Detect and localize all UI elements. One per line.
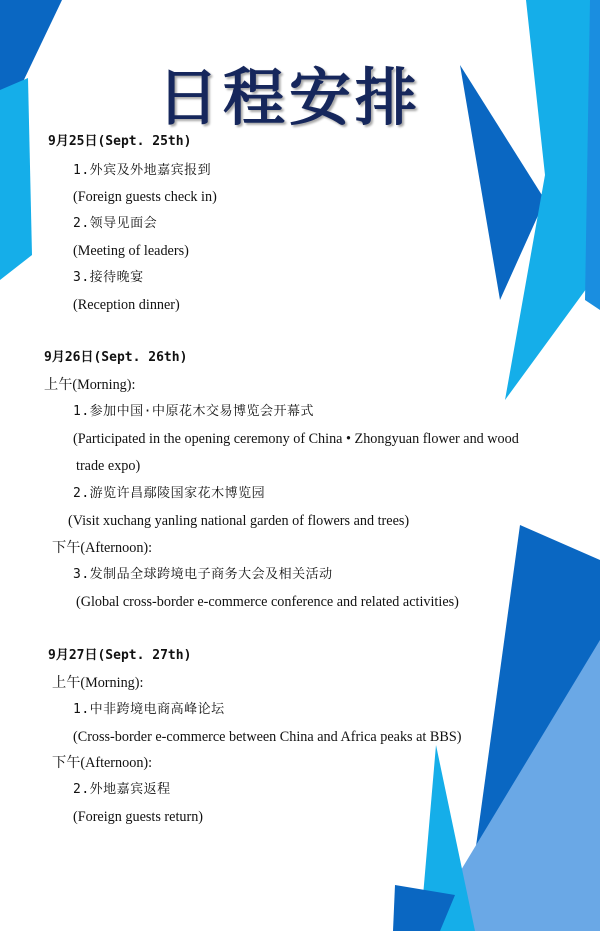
day2-item3-en: (Global cross-border e-commerce conference and related activities) — [76, 594, 459, 610]
day2-morning-label: 上午(Morning): — [44, 377, 136, 393]
day2-item1-cn: 1.参加中国·中原花木交易博览会开幕式 — [73, 404, 314, 419]
day2-item1-en-line2: trade expo) — [76, 458, 141, 474]
day2-item2-cn: 2.游览许昌鄢陵国家花木博览园 — [73, 486, 266, 501]
day1-date: 9月25日(Sept. 25th) — [48, 134, 192, 149]
day1-item2-cn: 2.领导见面会 — [73, 216, 158, 231]
day3-morning-label: 上午(Morning): — [52, 675, 144, 691]
day1-item3-en: (Reception dinner) — [73, 297, 180, 313]
day2-item1-en-line1: (Participated in the opening ceremony of China • Zhongyuan flower and wood — [73, 431, 519, 447]
day1-item1-en: (Foreign guests check in) — [73, 189, 217, 205]
day3-afternoon-label: 下午(Afternoon): — [52, 755, 153, 771]
day2-item3-cn: 3.发制品全球跨境电子商务大会及相关活动 — [73, 567, 333, 582]
day1-item1-cn: 1.外宾及外地嘉宾报到 — [73, 163, 212, 178]
page-title: 日程安排 — [156, 61, 421, 134]
day3-item2-en: (Foreign guests return) — [73, 809, 204, 825]
day2-date: 9月26日(Sept. 26th) — [44, 350, 188, 365]
day3-date: 9月27日(Sept. 27th) — [48, 648, 192, 663]
day3-item2-cn: 2.外地嘉宾返程 — [73, 782, 171, 797]
day1-item2-en: (Meeting of leaders) — [73, 243, 189, 259]
day3-item1-en: (Cross-border e-commerce between China and Africa peaks at BBS) — [73, 729, 462, 745]
day2-afternoon-label: 下午(Afternoon): — [52, 540, 153, 556]
day2-item2-en: (Visit xuchang yanling national garden of flowers and trees) — [68, 513, 410, 529]
day1-item3-cn: 3.接待晚宴 — [73, 270, 144, 285]
day3-item1-cn: 1.中非跨境电商高峰论坛 — [73, 702, 225, 717]
